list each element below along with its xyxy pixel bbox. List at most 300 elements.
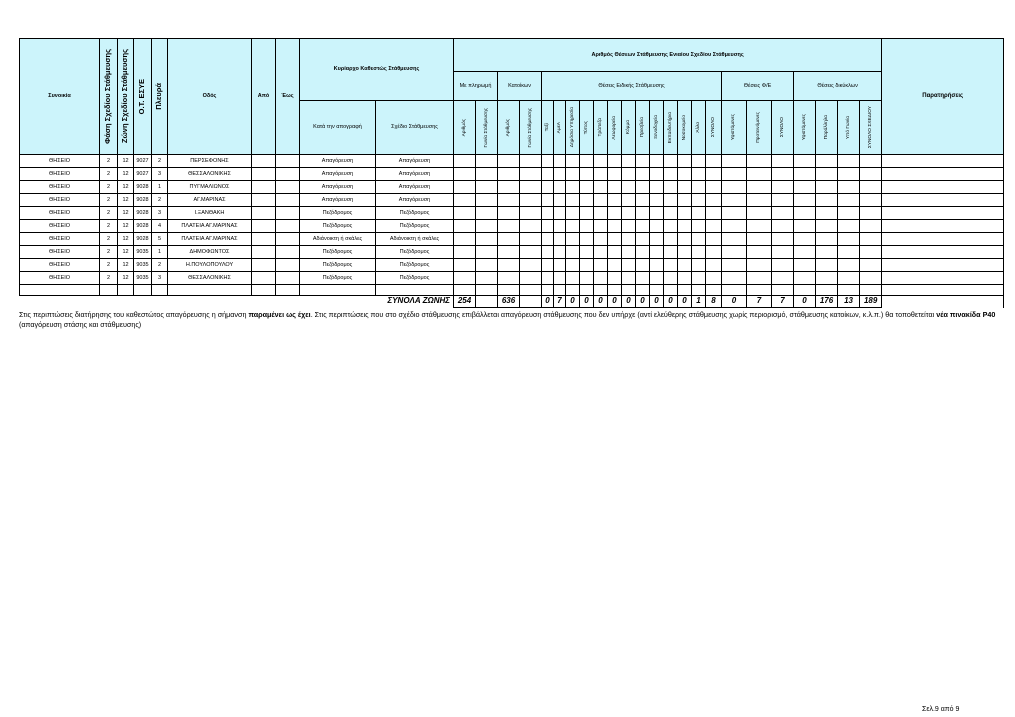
- cell-empty: [566, 220, 580, 233]
- cell-empty: [664, 207, 678, 220]
- header-sub-20: [794, 101, 816, 155]
- cell-empty: [498, 168, 520, 181]
- header-sub-label: Παράλληλα: [823, 115, 829, 140]
- cell-empty: [882, 181, 1004, 194]
- cell-empty: [636, 246, 650, 259]
- cell-empty: [722, 194, 747, 207]
- cell-empty: [794, 272, 816, 285]
- cell-empty: [650, 181, 664, 194]
- cell-empty: [608, 168, 622, 181]
- cell-plevra: 1: [152, 181, 168, 194]
- cell-fasi: 2: [100, 272, 118, 285]
- cell-empty: [276, 246, 300, 259]
- cell-empty: [622, 155, 636, 168]
- cell-empty: [622, 220, 636, 233]
- cell-empty: [882, 168, 1004, 181]
- cell-fasi: 2: [100, 155, 118, 168]
- cell-sxedio: Πεζόδρομος: [376, 259, 454, 272]
- cell-sxedio: Απαγόρευση: [376, 181, 454, 194]
- cell-empty: [706, 220, 722, 233]
- cell-plevra: 2: [152, 155, 168, 168]
- cell-empty: [747, 233, 772, 246]
- cell-empty: [476, 181, 498, 194]
- cell-empty: [542, 194, 554, 207]
- cell-empty: [566, 168, 580, 181]
- cell-ot: 9028: [134, 207, 152, 220]
- cell-empty: [580, 220, 594, 233]
- totals-value: 13: [838, 296, 860, 308]
- cell-empty: [554, 246, 566, 259]
- cell-kata: Απαγόρευση: [300, 168, 376, 181]
- header-sub-label: Άλλο: [695, 122, 701, 133]
- cell-empty: [747, 155, 772, 168]
- cell-empty: [882, 233, 1004, 246]
- cell-empty: [542, 246, 554, 259]
- cell-empty: [520, 272, 542, 285]
- table-row: [20, 259, 1004, 272]
- totals-value: 0: [580, 296, 594, 308]
- cell-synoikia: ΘΗΣΕΙΟ: [20, 272, 100, 285]
- cell-ot: 9028: [134, 233, 152, 246]
- header-sub-label: Τύπος: [583, 120, 589, 135]
- cell-empty: [678, 155, 692, 168]
- cell-empty: [252, 246, 276, 259]
- cell-empty: [594, 194, 608, 207]
- cell-empty: [276, 194, 300, 207]
- note-bold2: νέα πινακίδα Ρ40: [936, 310, 996, 319]
- totals-blank: [882, 296, 1004, 308]
- cell-empty: [476, 207, 498, 220]
- cell-empty: [678, 194, 692, 207]
- cell-empty: [772, 168, 794, 181]
- cell-empty: [252, 272, 276, 285]
- cell-empty: [692, 233, 706, 246]
- note-part1: Στις περιπτώσεις διατήρησης του καθεστώτος απαγόρευσης η σήμανση: [19, 310, 249, 319]
- cell-empty: [722, 259, 747, 272]
- totals-value: 254: [454, 296, 476, 308]
- cell-zoni: 12: [118, 220, 134, 233]
- header-sub-6: [566, 101, 580, 155]
- cell-empty: [678, 259, 692, 272]
- cell-empty: [816, 246, 838, 259]
- header-katoikon: Κατοίκων: [498, 72, 542, 101]
- cell-empty: [622, 233, 636, 246]
- cell-empty: [838, 155, 860, 168]
- cell-synoikia: ΘΗΣΕΙΟ: [20, 246, 100, 259]
- cell-empty: [276, 168, 300, 181]
- parking-plan-table: [19, 38, 1004, 308]
- header-sub-16: [706, 101, 722, 155]
- cell-empty: [498, 220, 520, 233]
- cell-kata: Απαγόρευση: [300, 194, 376, 207]
- cell-empty: [542, 220, 554, 233]
- cell-empty: [794, 155, 816, 168]
- table-row: [20, 194, 1004, 207]
- header-eos: Έως: [276, 39, 300, 155]
- table-row: [20, 272, 1004, 285]
- totals-value: 189: [860, 296, 882, 308]
- header-synoikia: Συνοικία: [20, 39, 100, 155]
- cell-empty: [594, 233, 608, 246]
- cell-ot: 9027: [134, 168, 152, 181]
- cell-empty: [772, 207, 794, 220]
- cell-empty: [650, 207, 664, 220]
- note-part2: . Στις περιπτώσεις που στο σχέδιο στάθμευσης επιβάλλεται απαγόρευση στάθμευσης που δεν υπήρχε (αντί ελεύθερης στάθμευσης χωρίς περιορισμό, στάθμευσης κατοίκων, κ.λ.π.) θα τοποθετείται: [310, 310, 937, 319]
- cell-empty: [580, 259, 594, 272]
- totals-value: 0: [622, 296, 636, 308]
- cell-empty: [650, 259, 664, 272]
- cell-empty: [636, 272, 650, 285]
- cell-empty: [882, 220, 1004, 233]
- cell-empty: [252, 233, 276, 246]
- cell-empty: [816, 272, 838, 285]
- cell-empty: [706, 168, 722, 181]
- header-sub-15: [692, 101, 706, 155]
- cell-empty: [554, 272, 566, 285]
- cell-empty: [622, 259, 636, 272]
- cell-empty: [636, 207, 650, 220]
- cell-empty: [498, 259, 520, 272]
- cell-empty: [252, 168, 276, 181]
- cell-empty: [608, 207, 622, 220]
- cell-empty: [706, 207, 722, 220]
- cell-empty: [692, 194, 706, 207]
- totals-row: [20, 296, 1004, 308]
- cell-empty: [476, 233, 498, 246]
- cell-odos: ΑΓ.ΜΑΡΙΝΑΣ: [168, 194, 252, 207]
- cell-empty: [722, 155, 747, 168]
- cell-empty: [498, 155, 520, 168]
- totals-value: 7: [747, 296, 772, 308]
- cell-empty: [594, 220, 608, 233]
- cell-empty: [566, 246, 580, 259]
- header-sub-17: [722, 101, 747, 155]
- totals-value: 0: [650, 296, 664, 308]
- cell-empty: [882, 194, 1004, 207]
- cell-odos: ΠΕΡΣΕΦΟΝΗΣ: [168, 155, 252, 168]
- cell-odos: ΠΛΑΤΕΙΑ ΑΓ.ΜΑΡΙΝΑΣ: [168, 233, 252, 246]
- table-row: [20, 155, 1004, 168]
- cell-empty: [772, 155, 794, 168]
- cell-empty: [566, 259, 580, 272]
- cell-empty: [520, 168, 542, 181]
- cell-empty: [772, 220, 794, 233]
- cell-empty: [252, 207, 276, 220]
- cell-empty: [860, 246, 882, 259]
- header-odos: Οδός: [168, 39, 252, 155]
- cell-empty: [747, 246, 772, 259]
- header-sub-12: [650, 101, 664, 155]
- header-sub-label: ΣΥΝΟΛΟ: [710, 117, 716, 138]
- cell-kata: Πεζόδρομος: [300, 220, 376, 233]
- cell-empty: [838, 181, 860, 194]
- cell-empty: [882, 207, 1004, 220]
- cell-empty: [608, 194, 622, 207]
- cell-kata: Πεζόδρομος: [300, 259, 376, 272]
- cell-empty: [722, 181, 747, 194]
- cell-empty: [860, 220, 882, 233]
- cell-empty: [794, 246, 816, 259]
- cell-empty: [664, 168, 678, 181]
- cell-zoni: 12: [118, 233, 134, 246]
- cell-empty: [520, 207, 542, 220]
- cell-empty: [772, 194, 794, 207]
- totals-value: 0: [542, 296, 554, 308]
- totals-value: 7: [772, 296, 794, 308]
- cell-kata: Πεζόδρομος: [300, 246, 376, 259]
- cell-empty: [252, 259, 276, 272]
- cell-empty: [692, 272, 706, 285]
- cell-zoni: 12: [118, 246, 134, 259]
- cell-empty: [454, 259, 476, 272]
- cell-empty: [678, 220, 692, 233]
- cell-empty: [816, 155, 838, 168]
- header-sub-label: Αριθμός: [461, 118, 467, 137]
- header-sub-label: Πρεσβεία: [639, 117, 645, 138]
- cell-empty: [747, 207, 772, 220]
- header-fasi: Φάση Σχεδίου Στάθμευσης: [103, 49, 113, 144]
- cell-empty: [664, 181, 678, 194]
- cell-empty: [594, 207, 608, 220]
- cell-empty: [722, 168, 747, 181]
- cell-zoni: 12: [118, 194, 134, 207]
- cell-empty: [692, 246, 706, 259]
- cell-empty: [594, 168, 608, 181]
- table-row: [20, 220, 1004, 233]
- cell-empty: [580, 194, 594, 207]
- cell-empty: [678, 272, 692, 285]
- cell-synoikia: ΘΗΣΕΙΟ: [20, 181, 100, 194]
- cell-empty: [678, 207, 692, 220]
- cell-empty: [276, 272, 300, 285]
- cell-empty: [252, 181, 276, 194]
- header-sub-label: Τράπεζα: [597, 118, 603, 137]
- cell-empty: [692, 155, 706, 168]
- cell-empty: [554, 207, 566, 220]
- cell-empty: [454, 194, 476, 207]
- cell-empty: [542, 272, 554, 285]
- cell-empty: [636, 233, 650, 246]
- cell-plevra: 1: [152, 246, 168, 259]
- cell-empty: [650, 194, 664, 207]
- totals-value: 0: [664, 296, 678, 308]
- header-sub-label: Υφιστάμενες: [801, 114, 807, 141]
- cell-empty: [622, 246, 636, 259]
- cell-empty: [580, 272, 594, 285]
- header-sub-8: [594, 101, 608, 155]
- cell-plevra: 2: [152, 259, 168, 272]
- cell-empty: [622, 207, 636, 220]
- cell-empty: [594, 155, 608, 168]
- cell-empty: [520, 259, 542, 272]
- header-sub-label: Ταξί: [544, 123, 550, 132]
- cell-empty: [454, 168, 476, 181]
- cell-kata: Αδιάνοικτη ή σκάλες: [300, 233, 376, 246]
- header-sub-label: Κόμμα: [625, 120, 631, 135]
- totals-value: 8: [706, 296, 722, 308]
- cell-empty: [794, 181, 816, 194]
- header-arithmos-theseon: Αριθμός Θέσεων Στάθμευσης Ενιαίου Σχεδίου Στάθμευσης: [454, 39, 882, 72]
- cell-plevra: 3: [152, 168, 168, 181]
- cell-empty: [276, 207, 300, 220]
- header-sub-label: Εκπαιδευτήρια: [667, 111, 673, 144]
- cell-empty: [706, 272, 722, 285]
- header-sub-label: Γωνία Στάθμευσης: [527, 107, 533, 148]
- cell-empty: [860, 207, 882, 220]
- cell-kata: Απαγόρευση: [300, 181, 376, 194]
- totals-value: 0: [794, 296, 816, 308]
- cell-empty: [476, 220, 498, 233]
- cell-empty: [838, 233, 860, 246]
- cell-empty: [706, 259, 722, 272]
- cell-empty: [860, 181, 882, 194]
- cell-empty: [860, 272, 882, 285]
- cell-empty: [882, 246, 1004, 259]
- cell-empty: [636, 259, 650, 272]
- cell-empty: [650, 233, 664, 246]
- cell-empty: [498, 181, 520, 194]
- cell-empty: [636, 168, 650, 181]
- cell-empty: [476, 259, 498, 272]
- totals-value: [520, 296, 542, 308]
- cell-empty: [454, 155, 476, 168]
- cell-empty: [542, 207, 554, 220]
- cell-empty: [554, 168, 566, 181]
- cell-empty: [838, 246, 860, 259]
- header-sub-1: [476, 101, 498, 155]
- cell-synoikia: ΘΗΣΕΙΟ: [20, 168, 100, 181]
- cell-empty: [664, 246, 678, 259]
- cell-empty: [594, 272, 608, 285]
- header-sub-label: ΣΥΝΟΛΟ: [779, 117, 785, 138]
- table-row: [20, 233, 1004, 246]
- cell-sxedio: Απαγόρευση: [376, 155, 454, 168]
- footnote: [19, 310, 1004, 329]
- cell-empty: [454, 181, 476, 194]
- cell-empty: [252, 220, 276, 233]
- header-sub-21: [816, 101, 838, 155]
- cell-empty: [498, 246, 520, 259]
- cell-empty: [722, 246, 747, 259]
- cell-empty: [580, 246, 594, 259]
- cell-fasi: 2: [100, 259, 118, 272]
- cell-sxedio: Πεζόδρομος: [376, 220, 454, 233]
- header-sub-label: Υφιστάμενες: [731, 114, 737, 141]
- cell-empty: [816, 207, 838, 220]
- cell-empty: [594, 259, 608, 272]
- header-plevra: Πλευρά: [154, 83, 164, 110]
- cell-empty: [678, 233, 692, 246]
- cell-empty: [838, 272, 860, 285]
- table-row: [20, 168, 1004, 181]
- cell-odos: Η.ΠΟΥΛΟΠΟΥΛΟΥ: [168, 259, 252, 272]
- totals-value: 0: [608, 296, 622, 308]
- header-sub-label: ΣΥΝΟΛΟ ΣΧΕΔΙΟΥ: [867, 106, 873, 149]
- header-zoni: Ζώνη Σχεδίου Στάθμευσης: [120, 49, 130, 144]
- header-sub-label: Γωνία Στάθμευσης: [483, 107, 489, 148]
- cell-empty: [608, 233, 622, 246]
- cell-empty: [692, 168, 706, 181]
- cell-synoikia: ΘΗΣΕΙΟ: [20, 233, 100, 246]
- cell-empty: [622, 181, 636, 194]
- cell-odos: ΠΛΑΤΕΙΑ ΑΓ.ΜΑΡΙΝΑΣ: [168, 220, 252, 233]
- cell-fasi: 2: [100, 181, 118, 194]
- cell-empty: [608, 259, 622, 272]
- cell-empty: [722, 207, 747, 220]
- cell-ot: 9028: [134, 194, 152, 207]
- cell-empty: [636, 155, 650, 168]
- cell-empty: [608, 246, 622, 259]
- header-ot: Ο.Τ. ΕΣΥΕ: [137, 78, 147, 115]
- cell-empty: [580, 181, 594, 194]
- header-paratiriseis: Παρατηρήσεις: [882, 39, 1004, 155]
- header-dikyklon: Θέσεις δικύκλων: [794, 72, 882, 101]
- cell-odos: ΘΕΣΣΑΛΟΝΙΚΗΣ: [168, 272, 252, 285]
- cell-empty: [664, 272, 678, 285]
- cell-empty: [772, 259, 794, 272]
- cell-zoni: 12: [118, 272, 134, 285]
- cell-empty: [706, 155, 722, 168]
- header-eidikis: Θέσεις Ειδικής Στάθμευσης: [542, 72, 722, 101]
- cell-empty: [476, 194, 498, 207]
- totals-value: 0: [594, 296, 608, 308]
- cell-fasi: 2: [100, 220, 118, 233]
- cell-empty: [838, 207, 860, 220]
- header-sub-23: [860, 101, 882, 155]
- cell-empty: [566, 194, 580, 207]
- cell-empty: [678, 168, 692, 181]
- cell-empty: [520, 155, 542, 168]
- cell-empty: [520, 220, 542, 233]
- cell-empty: [722, 220, 747, 233]
- cell-empty: [476, 155, 498, 168]
- table-row: [20, 207, 1004, 220]
- cell-empty: [542, 181, 554, 194]
- totals-value: 0: [678, 296, 692, 308]
- header-fe: Θέσεις Φ/Ε: [722, 72, 794, 101]
- cell-empty: [554, 181, 566, 194]
- header-sub-11: [636, 101, 650, 155]
- cell-empty: [622, 272, 636, 285]
- cell-empty: [664, 155, 678, 168]
- cell-sxedio: Απαγόρευση: [376, 194, 454, 207]
- totals-value: 0: [566, 296, 580, 308]
- cell-empty: [860, 168, 882, 181]
- cell-plevra: 5: [152, 233, 168, 246]
- cell-empty: [498, 272, 520, 285]
- cell-empty: [860, 259, 882, 272]
- cell-empty: [882, 155, 1004, 168]
- header-sub-14: [678, 101, 692, 155]
- cell-plevra: 4: [152, 220, 168, 233]
- header-sub-2: [498, 101, 520, 155]
- cell-empty: [454, 220, 476, 233]
- cell-empty: [594, 181, 608, 194]
- header-sub-10: [622, 101, 636, 155]
- header-kyriarxo: Κυρίαρχο Καθεστώς Στάθμευσης: [300, 39, 454, 101]
- cell-empty: [747, 272, 772, 285]
- cell-empty: [816, 168, 838, 181]
- cell-empty: [706, 246, 722, 259]
- cell-empty: [520, 194, 542, 207]
- cell-odos: ΘΕΣΣΑΛΟΝΙΚΗΣ: [168, 168, 252, 181]
- cell-odos: ΔΗΜΟΦΩΝΤΟΣ: [168, 246, 252, 259]
- cell-empty: [454, 233, 476, 246]
- header-sub-label: Δημόσια Υπηρεσία: [569, 107, 575, 148]
- note-part3: (απαγόρευση στάσης και στάθμευσης): [19, 319, 142, 329]
- header-sub-label: Ξενοδοχεία: [653, 115, 659, 140]
- cell-empty: [722, 233, 747, 246]
